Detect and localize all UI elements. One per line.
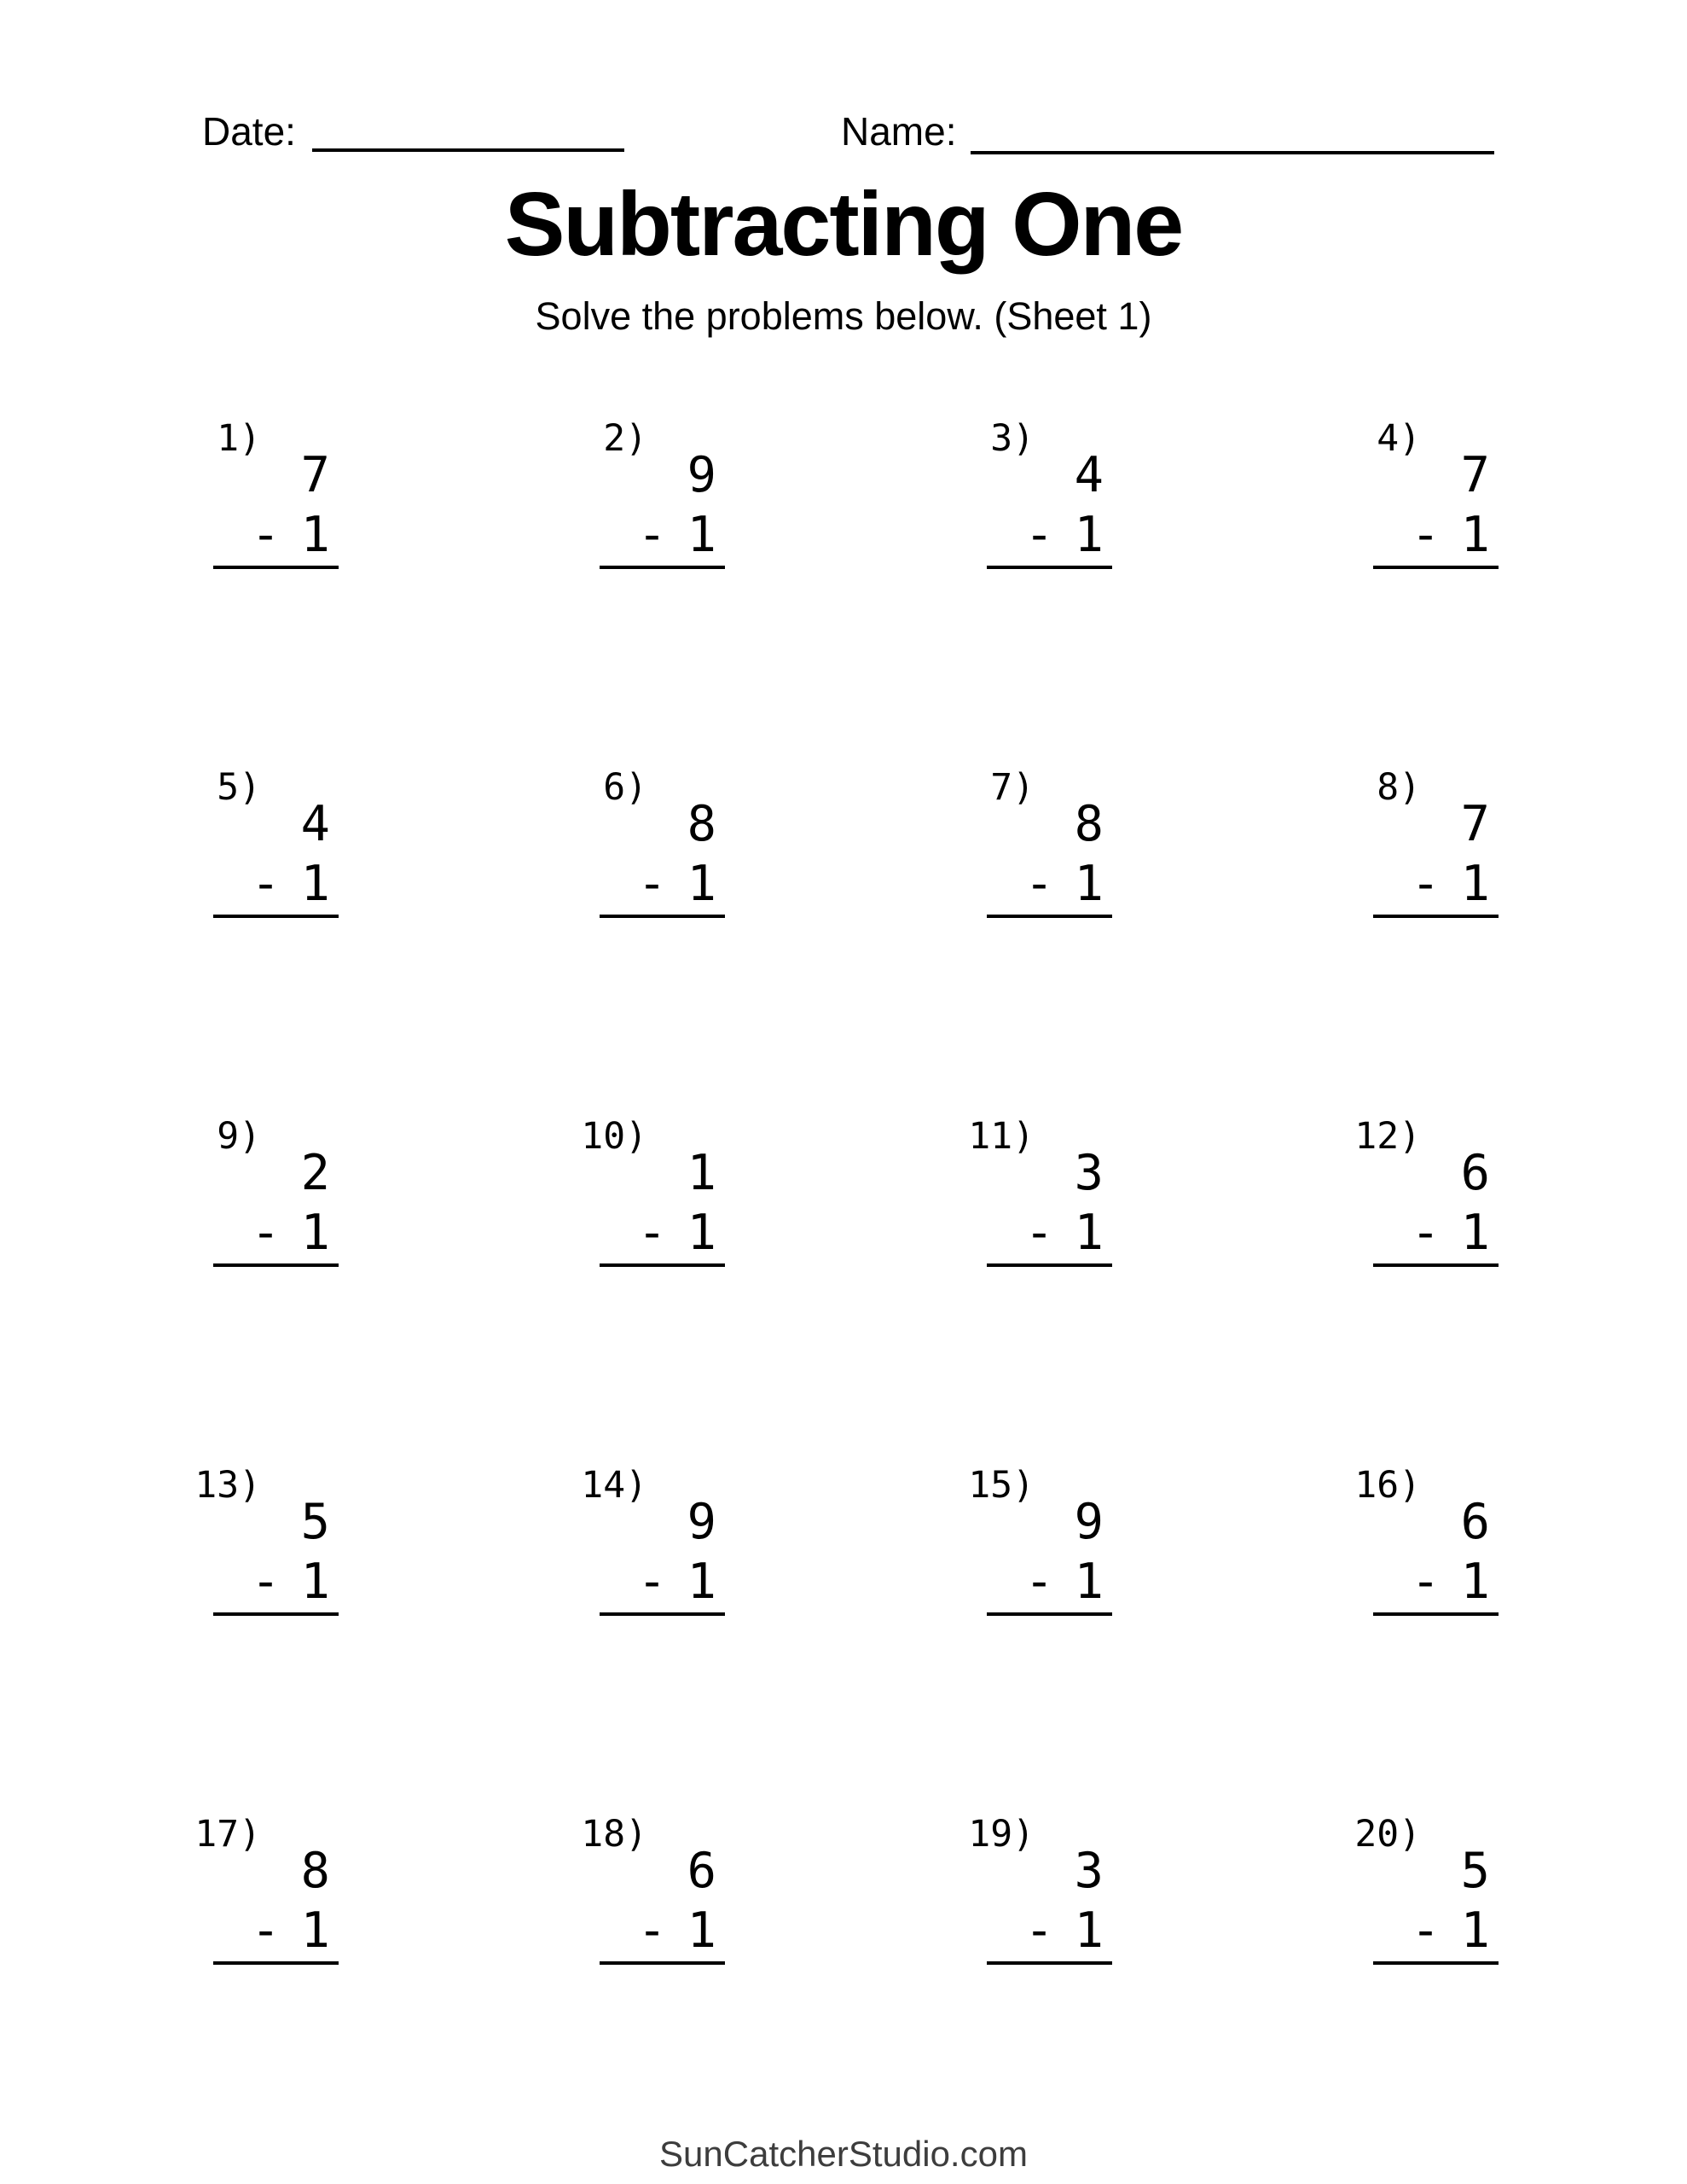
minuend: 1 [687,1145,716,1201]
minus-sign: - [251,1554,281,1610]
subtraction-row [987,856,1104,912]
subtrahend: 1 [687,1554,716,1610]
minus-sign: - [1024,1205,1054,1261]
problem-number: 20) [1354,1813,1421,1856]
problem-12 [1354,1115,1499,1269]
answer-line [600,1263,725,1267]
minuend: 9 [687,447,716,503]
subtrahend: 1 [1460,1902,1490,1959]
answer-line [1373,1263,1499,1267]
problem-number: 17) [194,1813,261,1856]
worksheet-subtitle: Solve the problems below. (Sheet 1) [535,294,1152,338]
minuend: 6 [1460,1145,1490,1201]
problem-9 [213,1115,339,1269]
minus-sign: - [637,1554,667,1610]
subtraction-row [213,1554,330,1610]
minuend: 8 [300,1843,330,1899]
problem-number: 3) [990,417,1035,460]
minus-sign: - [251,856,281,912]
problem-number: 10) [581,1115,647,1158]
answer-line [1373,1961,1499,1965]
subtraction-row [600,1902,716,1959]
subtraction-row [1373,1902,1490,1959]
answer-line [213,1612,339,1616]
minuend: 3 [1074,1145,1104,1201]
subtraction-row [987,1205,1104,1261]
problem-number: 2) [603,417,647,460]
answer-line [213,566,339,569]
minus-sign: - [251,1205,281,1261]
minus-sign: - [1024,856,1054,912]
subtrahend: 1 [1074,1205,1104,1261]
minus-sign: - [1411,507,1441,563]
minuend: 6 [1460,1494,1490,1550]
minuend: 6 [687,1843,716,1899]
problem-15 [968,1464,1112,1618]
problem-5 [213,766,339,920]
answer-line [600,915,725,918]
minus-sign: - [1024,1554,1054,1610]
name-blank-line [971,151,1494,154]
answer-line [987,566,1112,569]
minuend: 5 [1460,1843,1490,1899]
problem-number: 4) [1377,417,1421,460]
minuend: 7 [1460,796,1490,852]
name-label: Name: [841,109,957,154]
problem-number: 13) [194,1464,261,1507]
worksheet-title: Subtracting One [504,174,1183,275]
problem-10 [581,1115,725,1269]
subtraction-row [1373,856,1490,912]
subtraction-row [213,1205,330,1261]
answer-line [600,1961,725,1965]
minuend: 8 [687,796,716,852]
minuend: 4 [1074,447,1104,503]
subtraction-row [987,1554,1104,1610]
subtraction-row [213,856,330,912]
answer-line [987,915,1112,918]
subtrahend: 1 [687,507,716,563]
problem-14 [581,1464,725,1618]
problem-number: 19) [968,1813,1035,1856]
minus-sign: - [637,507,667,563]
minus-sign: - [251,1902,281,1959]
problem-16 [1354,1464,1499,1618]
minus-sign: - [1024,507,1054,563]
subtrahend: 1 [300,1554,330,1610]
answer-line [600,1612,725,1616]
problem-number: 6) [603,766,647,809]
subtrahend: 1 [1074,856,1104,912]
subtrahend: 1 [687,1205,716,1261]
problem-number: 9) [217,1115,261,1158]
minus-sign: - [1411,1902,1441,1959]
subtrahend: 1 [1460,1205,1490,1261]
answer-line [987,1961,1112,1965]
subtraction-row [213,509,330,561]
subtraction-row [987,509,1104,561]
subtrahend: 1 [300,1902,330,1959]
problem-4 [1373,417,1499,571]
minuend: 9 [1074,1494,1104,1550]
subtraction-row [600,856,716,912]
problem-number: 11) [968,1115,1035,1158]
subtrahend: 1 [300,856,330,912]
problem-13 [194,1464,339,1618]
problem-number: 18) [581,1813,647,1856]
subtrahend: 1 [1074,507,1104,563]
problem-number: 1) [217,417,261,460]
answer-line [1373,1612,1499,1616]
subtrahend: 1 [1460,856,1490,912]
subtrahend: 1 [687,856,716,912]
answer-line [213,915,339,918]
subtrahend: 1 [1074,1902,1104,1959]
problem-3 [987,417,1112,571]
subtraction-row [600,509,716,561]
problem-17 [194,1813,339,1966]
minus-sign: - [637,856,667,912]
minuend: 3 [1074,1843,1104,1899]
answer-line [213,1263,339,1267]
problem-number: 12) [1354,1115,1421,1158]
minuend: 4 [300,796,330,852]
problem-1 [213,417,339,571]
problem-19 [968,1813,1112,1966]
date-label: Date: [202,109,296,154]
subtrahend: 1 [300,1205,330,1261]
problem-number: 7) [990,766,1035,809]
problem-20 [1354,1813,1499,1966]
subtrahend: 1 [1460,1554,1490,1610]
minuend: 8 [1074,796,1104,852]
answer-line [987,1263,1112,1267]
problem-number: 5) [217,766,261,809]
answer-line [213,1961,339,1965]
problem-number: 15) [968,1464,1035,1507]
problem-number: 16) [1354,1464,1421,1507]
minus-sign: - [1411,856,1441,912]
minus-sign: - [1411,1205,1441,1261]
subtraction-row [1373,509,1490,561]
minus-sign: - [1411,1554,1441,1610]
problem-number: 8) [1377,766,1421,809]
subtraction-row [600,1554,716,1610]
answer-line [987,1612,1112,1616]
problem-6 [600,766,725,920]
subtraction-row [987,1902,1104,1959]
problem-18 [581,1813,725,1966]
answer-line [600,566,725,569]
minuend: 7 [300,447,330,503]
subtrahend: 1 [1460,507,1490,563]
minuend: 7 [1460,447,1490,503]
answer-line [1373,915,1499,918]
answer-line [1373,566,1499,569]
minus-sign: - [1024,1902,1054,1959]
problem-7 [987,766,1112,920]
problem-2 [600,417,725,571]
date-blank-line [312,148,624,152]
minuend: 9 [687,1494,716,1550]
subtrahend: 1 [1074,1554,1104,1610]
subtraction-row [1373,1205,1490,1261]
subtraction-row [1373,1554,1490,1610]
minus-sign: - [637,1205,667,1261]
footer-credit: SunCatcherStudio.com [659,2134,1028,2174]
minus-sign: - [637,1902,667,1959]
minuend: 5 [300,1494,330,1550]
problem-8 [1373,766,1499,920]
problem-11 [968,1115,1112,1269]
minuend: 2 [300,1145,330,1201]
problem-number: 14) [581,1464,647,1507]
minus-sign: - [251,507,281,563]
subtraction-row [213,1902,330,1959]
subtraction-row [600,1205,716,1261]
subtrahend: 1 [300,507,330,563]
subtrahend: 1 [687,1902,716,1959]
